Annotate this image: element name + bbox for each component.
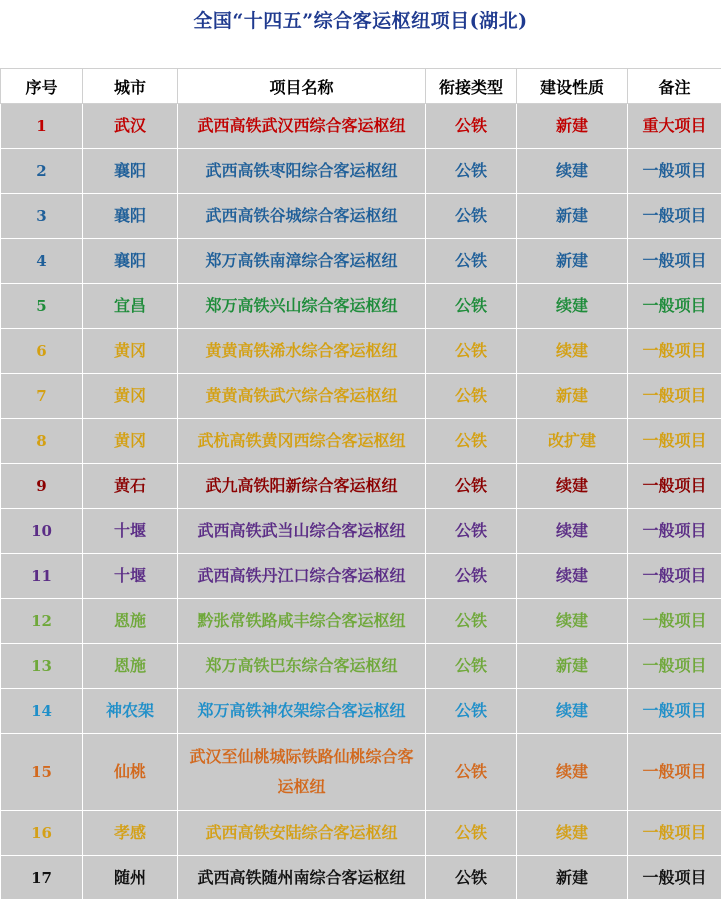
projects-table	[0, 68, 721, 900]
cell-note: 一般项目	[628, 509, 721, 554]
cell-project-name: 武西高铁安陆综合客运枢纽	[178, 811, 426, 856]
table-row	[1, 554, 721, 599]
cell-connection-type: 公铁	[426, 599, 517, 644]
cell-connection-type: 公铁	[426, 194, 517, 239]
cell-index: 7	[1, 374, 83, 419]
cell-city: 襄阳	[83, 194, 178, 239]
table-row	[1, 734, 721, 811]
cell-note: 一般项目	[628, 734, 721, 811]
cell-project-name: 武西高铁丹江口综合客运枢纽	[178, 554, 426, 599]
cell-note: 一般项目	[628, 419, 721, 464]
page-title: 全国“十四五”综合客运枢纽项目(湖北)	[193, 10, 528, 32]
cell-note: 重大项目	[628, 104, 721, 149]
header-construction-type: 建设性质	[517, 69, 628, 104]
cell-index: 17	[1, 856, 83, 900]
table-row	[1, 464, 721, 509]
cell-construction-type: 改扩建	[517, 419, 628, 464]
cell-connection-type: 公铁	[426, 554, 517, 599]
table-row	[1, 689, 721, 734]
cell-index: 14	[1, 689, 83, 734]
cell-index: 4	[1, 239, 83, 284]
table-row	[1, 811, 721, 856]
cell-construction-type: 新建	[517, 239, 628, 284]
cell-construction-type: 续建	[517, 689, 628, 734]
table-row	[1, 599, 721, 644]
cell-note: 一般项目	[628, 329, 721, 374]
cell-index: 16	[1, 811, 83, 856]
cell-index: 6	[1, 329, 83, 374]
table-row	[1, 419, 721, 464]
header-project-name: 项目名称	[178, 69, 426, 104]
cell-note: 一般项目	[628, 599, 721, 644]
table-row	[1, 104, 721, 149]
table-header-row	[1, 69, 721, 104]
cell-index: 2	[1, 149, 83, 194]
cell-project-name: 武西高铁枣阳综合客运枢纽	[178, 149, 426, 194]
cell-project-name: 武杭高铁黄冈西综合客运枢纽	[178, 419, 426, 464]
table-row	[1, 374, 721, 419]
cell-construction-type: 续建	[517, 329, 628, 374]
cell-index: 15	[1, 734, 83, 811]
cell-construction-type: 新建	[517, 644, 628, 689]
cell-connection-type: 公铁	[426, 419, 517, 464]
table-row	[1, 329, 721, 374]
cell-construction-type: 续建	[517, 599, 628, 644]
cell-city: 黄冈	[83, 329, 178, 374]
table-row	[1, 509, 721, 554]
cell-city: 襄阳	[83, 149, 178, 194]
cell-project-name: 武西高铁武汉西综合客运枢纽	[178, 104, 426, 149]
cell-index: 11	[1, 554, 83, 599]
cell-city: 宜昌	[83, 284, 178, 329]
cell-index: 1	[1, 104, 83, 149]
table-row	[1, 856, 721, 900]
cell-note: 一般项目	[628, 194, 721, 239]
cell-note: 一般项目	[628, 464, 721, 509]
cell-index: 8	[1, 419, 83, 464]
cell-note: 一般项目	[628, 856, 721, 900]
cell-project-name: 黄黄高铁浠水综合客运枢纽	[178, 329, 426, 374]
cell-index: 9	[1, 464, 83, 509]
cell-city: 神农架	[83, 689, 178, 734]
cell-note: 一般项目	[628, 374, 721, 419]
cell-project-name: 郑万高铁南漳综合客运枢纽	[178, 239, 426, 284]
cell-project-name: 武九高铁阳新综合客运枢纽	[178, 464, 426, 509]
cell-city: 黄冈	[83, 419, 178, 464]
cell-city: 襄阳	[83, 239, 178, 284]
cell-city: 十堰	[83, 509, 178, 554]
cell-project-name: 黔张常铁路咸丰综合客运枢纽	[178, 599, 426, 644]
cell-note: 一般项目	[628, 689, 721, 734]
cell-construction-type: 续建	[517, 509, 628, 554]
header-city: 城市	[83, 69, 178, 104]
cell-connection-type: 公铁	[426, 329, 517, 374]
cell-index: 5	[1, 284, 83, 329]
cell-connection-type: 公铁	[426, 856, 517, 900]
cell-city: 恩施	[83, 599, 178, 644]
table-row	[1, 194, 721, 239]
cell-city: 随州	[83, 856, 178, 900]
cell-note: 一般项目	[628, 554, 721, 599]
table-row	[1, 149, 721, 194]
header-connection-type: 衔接类型	[426, 69, 517, 104]
table-row	[1, 239, 721, 284]
cell-project-name: 武西高铁武当山综合客运枢纽	[178, 509, 426, 554]
cell-city: 黄石	[83, 464, 178, 509]
cell-connection-type: 公铁	[426, 374, 517, 419]
header-note: 备注	[628, 69, 721, 104]
cell-city: 黄冈	[83, 374, 178, 419]
cell-connection-type: 公铁	[426, 689, 517, 734]
cell-construction-type: 续建	[517, 811, 628, 856]
cell-note: 一般项目	[628, 811, 721, 856]
cell-city: 孝感	[83, 811, 178, 856]
cell-project-name: 武西高铁谷城综合客运枢纽	[178, 194, 426, 239]
cell-project-name: 郑万高铁神农架综合客运枢纽	[178, 689, 426, 734]
cell-connection-type: 公铁	[426, 104, 517, 149]
cell-project-name: 武汉至仙桃城际铁路仙桃综合客运枢纽	[178, 734, 426, 811]
cell-project-name: 黄黄高铁武穴综合客运枢纽	[178, 374, 426, 419]
cell-index: 12	[1, 599, 83, 644]
table-body	[1, 104, 721, 900]
cell-index: 3	[1, 194, 83, 239]
cell-note: 一般项目	[628, 149, 721, 194]
table-row	[1, 284, 721, 329]
cell-project-name: 郑万高铁兴山综合客运枢纽	[178, 284, 426, 329]
cell-connection-type: 公铁	[426, 509, 517, 554]
cell-construction-type: 新建	[517, 194, 628, 239]
cell-connection-type: 公铁	[426, 734, 517, 811]
cell-note: 一般项目	[628, 644, 721, 689]
cell-construction-type: 新建	[517, 104, 628, 149]
cell-city: 恩施	[83, 644, 178, 689]
cell-construction-type: 新建	[517, 856, 628, 900]
cell-construction-type: 新建	[517, 374, 628, 419]
cell-connection-type: 公铁	[426, 239, 517, 284]
cell-note: 一般项目	[628, 239, 721, 284]
cell-index: 10	[1, 509, 83, 554]
cell-city: 武汉	[83, 104, 178, 149]
table-row	[1, 644, 721, 689]
cell-construction-type: 续建	[517, 734, 628, 811]
cell-construction-type: 续建	[517, 284, 628, 329]
cell-construction-type: 续建	[517, 464, 628, 509]
cell-construction-type: 续建	[517, 149, 628, 194]
cell-construction-type: 续建	[517, 554, 628, 599]
cell-connection-type: 公铁	[426, 811, 517, 856]
cell-project-name: 郑万高铁巴东综合客运枢纽	[178, 644, 426, 689]
cell-connection-type: 公铁	[426, 284, 517, 329]
cell-connection-type: 公铁	[426, 149, 517, 194]
cell-connection-type: 公铁	[426, 464, 517, 509]
cell-index: 13	[1, 644, 83, 689]
cell-connection-type: 公铁	[426, 644, 517, 689]
cell-project-name: 武西高铁随州南综合客运枢纽	[178, 856, 426, 900]
cell-note: 一般项目	[628, 284, 721, 329]
cell-city: 仙桃	[83, 734, 178, 811]
header-index: 序号	[1, 69, 83, 104]
cell-city: 十堰	[83, 554, 178, 599]
